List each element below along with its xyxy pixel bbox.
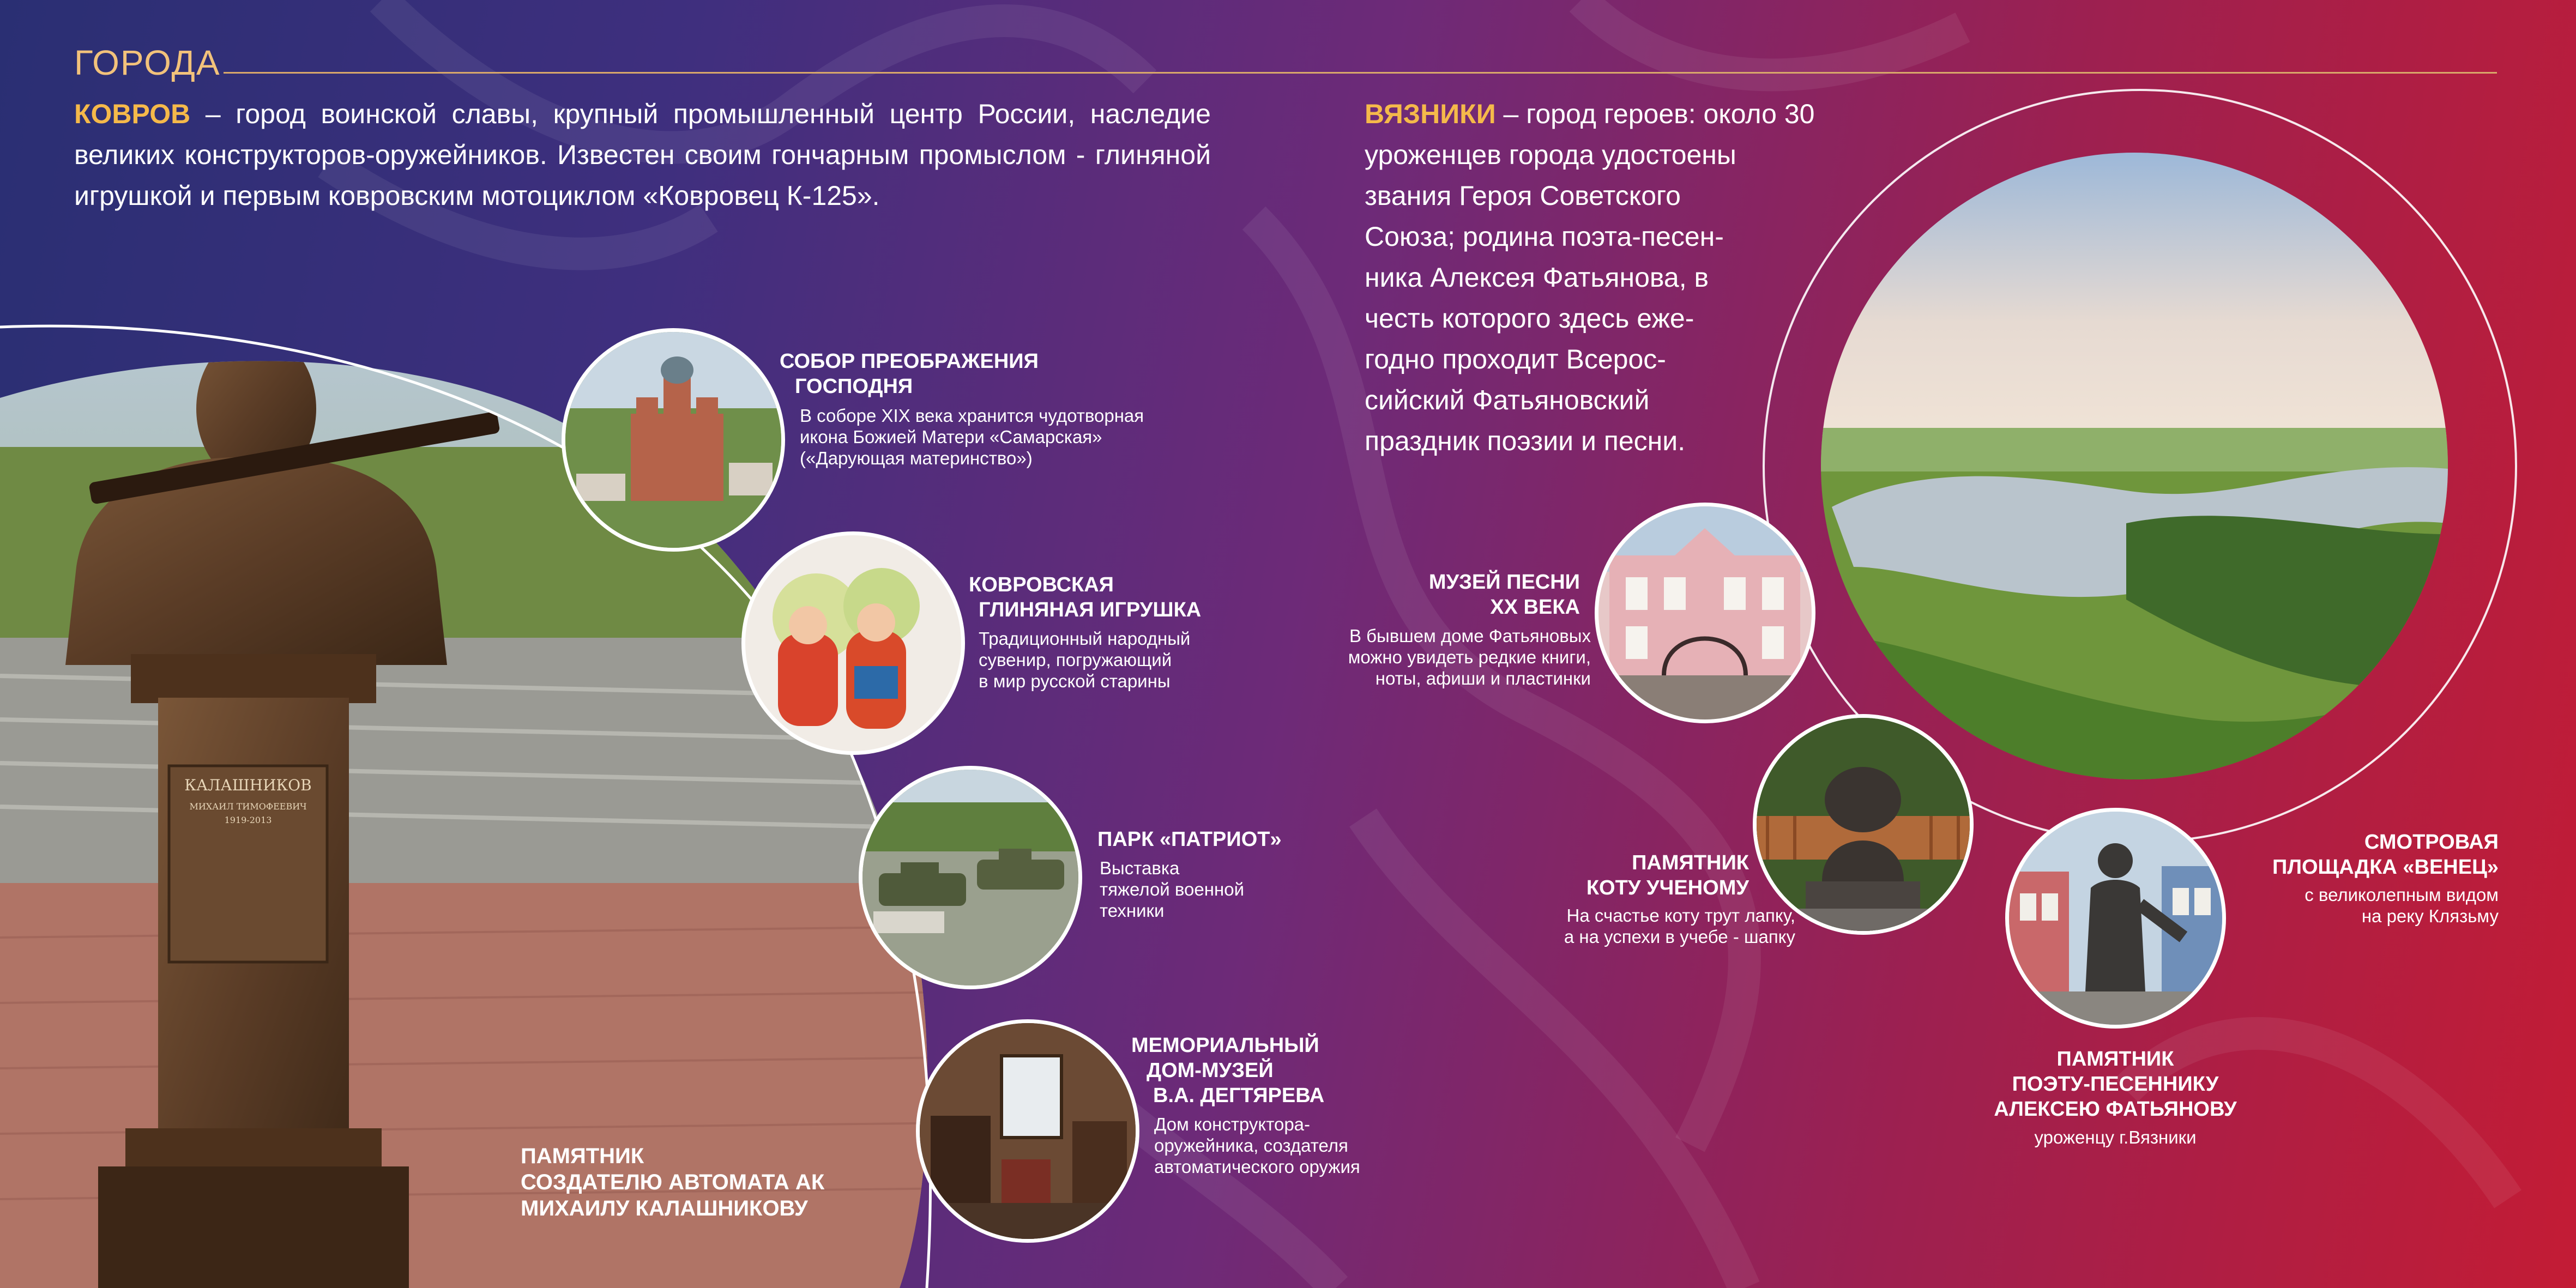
plaque-line-3: 1919-2013	[224, 815, 272, 825]
degtyarev-museum-photo	[916, 1019, 1139, 1243]
clay-toy-desc: Традиционный народный сувенир, погружающий в мир русской старины	[979, 628, 1191, 691]
section-rule	[224, 72, 2497, 74]
song-museum-title: МУЗЕЙ ПЕСНИ XX ВЕКА	[1428, 571, 1580, 619]
kovrov-intro	[74, 94, 1211, 216]
plaque-line-1: КАЛАШНИКОВ	[184, 776, 312, 794]
degtyarev-museum-desc: Дом конструктора- оружейника, создателя автоматического оружия	[1154, 1114, 1360, 1177]
vyazniki-name: ВЯЗНИКИ	[1365, 99, 1496, 129]
scholar-cat-title: ПАМЯТНИК КОТУ УЧЕНОМУ	[1586, 851, 1749, 899]
kovrov-intro-text: – город воинской славы, крупный промышленный центр России, наследие великих конструкторов-оружейников. Известен своим гончарным промыслом - глиняной игрушкой и первым ковровским мотоциклом «Ковровец К-125».	[74, 99, 1211, 211]
cathedral-desc: В соборе XIX века хранится чудотворная икона Божией Матери «Самарская» («Дарующая материнство»)	[800, 406, 1144, 468]
song-museum-photo	[1595, 503, 1815, 723]
observation-deck-title: СМОТРОВАЯ ПЛОЩАДКА «ВЕНЕЦ»	[2272, 831, 2499, 879]
patriot-park-desc: Выставка тяжелой военной техники	[1100, 858, 1244, 921]
vyazniki-intro: ВЯЗНИКИ – город героев: около 30 уроженцев города удостоены звания Героя Советского Союза; родина поэта-песен- ника Алексея Фатьянова, в честь которого здесь еже- годно проходит Всерос- сийский Фатьяновский праздник поэзии и песни.	[1365, 99, 1815, 456]
degtyarev-museum-title: МЕМОРИАЛЬНЫЙ ДОМ-МУЗЕЙ В.А. ДЕГТЯРЕВА	[1131, 1034, 1325, 1107]
scholar-cat-desc: На счастье коту трут лапку, а на успехи в учебе - шапку	[1564, 905, 1795, 947]
kalashnikov-monument-title: ПАМЯТНИК СОЗДАТЕЛЮ АВТОМАТА АК МИХАИЛУ КАЛАШНИКОВУ	[521, 1144, 825, 1220]
clay-toy-photo	[741, 531, 965, 755]
fatyanov-monument-desc: уроженцу г.Вязники	[2034, 1127, 2197, 1147]
clay-toy-title: КОВРОВСКАЯ ГЛИНЯНАЯ ИГРУШКА	[969, 573, 1202, 621]
cathedral-photo	[562, 328, 785, 552]
fatyanov-monument-title: ПАМЯТНИК ПОЭТУ-ПЕСЕННИКУ АЛЕКСЕЮ ФАТЬЯНОВУ	[1994, 1048, 2237, 1121]
plaque-line-2: МИХАИЛ ТИМОФЕЕВИЧ	[189, 801, 307, 812]
patriot-park-photo	[859, 766, 1082, 989]
cathedral-title: СОБОР ПРЕОБРАЖЕНИЯ ГОСПОДНЯ	[780, 350, 1039, 398]
observation-deck-desc: с великолепным видом на реку Клязьму	[2304, 885, 2499, 926]
song-museum-desc: В бывшем доме Фатьяновых можно увидеть редкие книги, ноты, афиши и пластинки	[1348, 626, 1591, 688]
section-label: ГОРОДА	[74, 43, 221, 82]
scholar-cat-photo	[1753, 714, 1974, 935]
klyazma-river-view-photo	[1821, 153, 2448, 779]
patriot-park-title: ПАРК «ПАТРИОТ»	[1097, 828, 1282, 851]
kovrov-name: КОВРОВ	[74, 99, 191, 129]
